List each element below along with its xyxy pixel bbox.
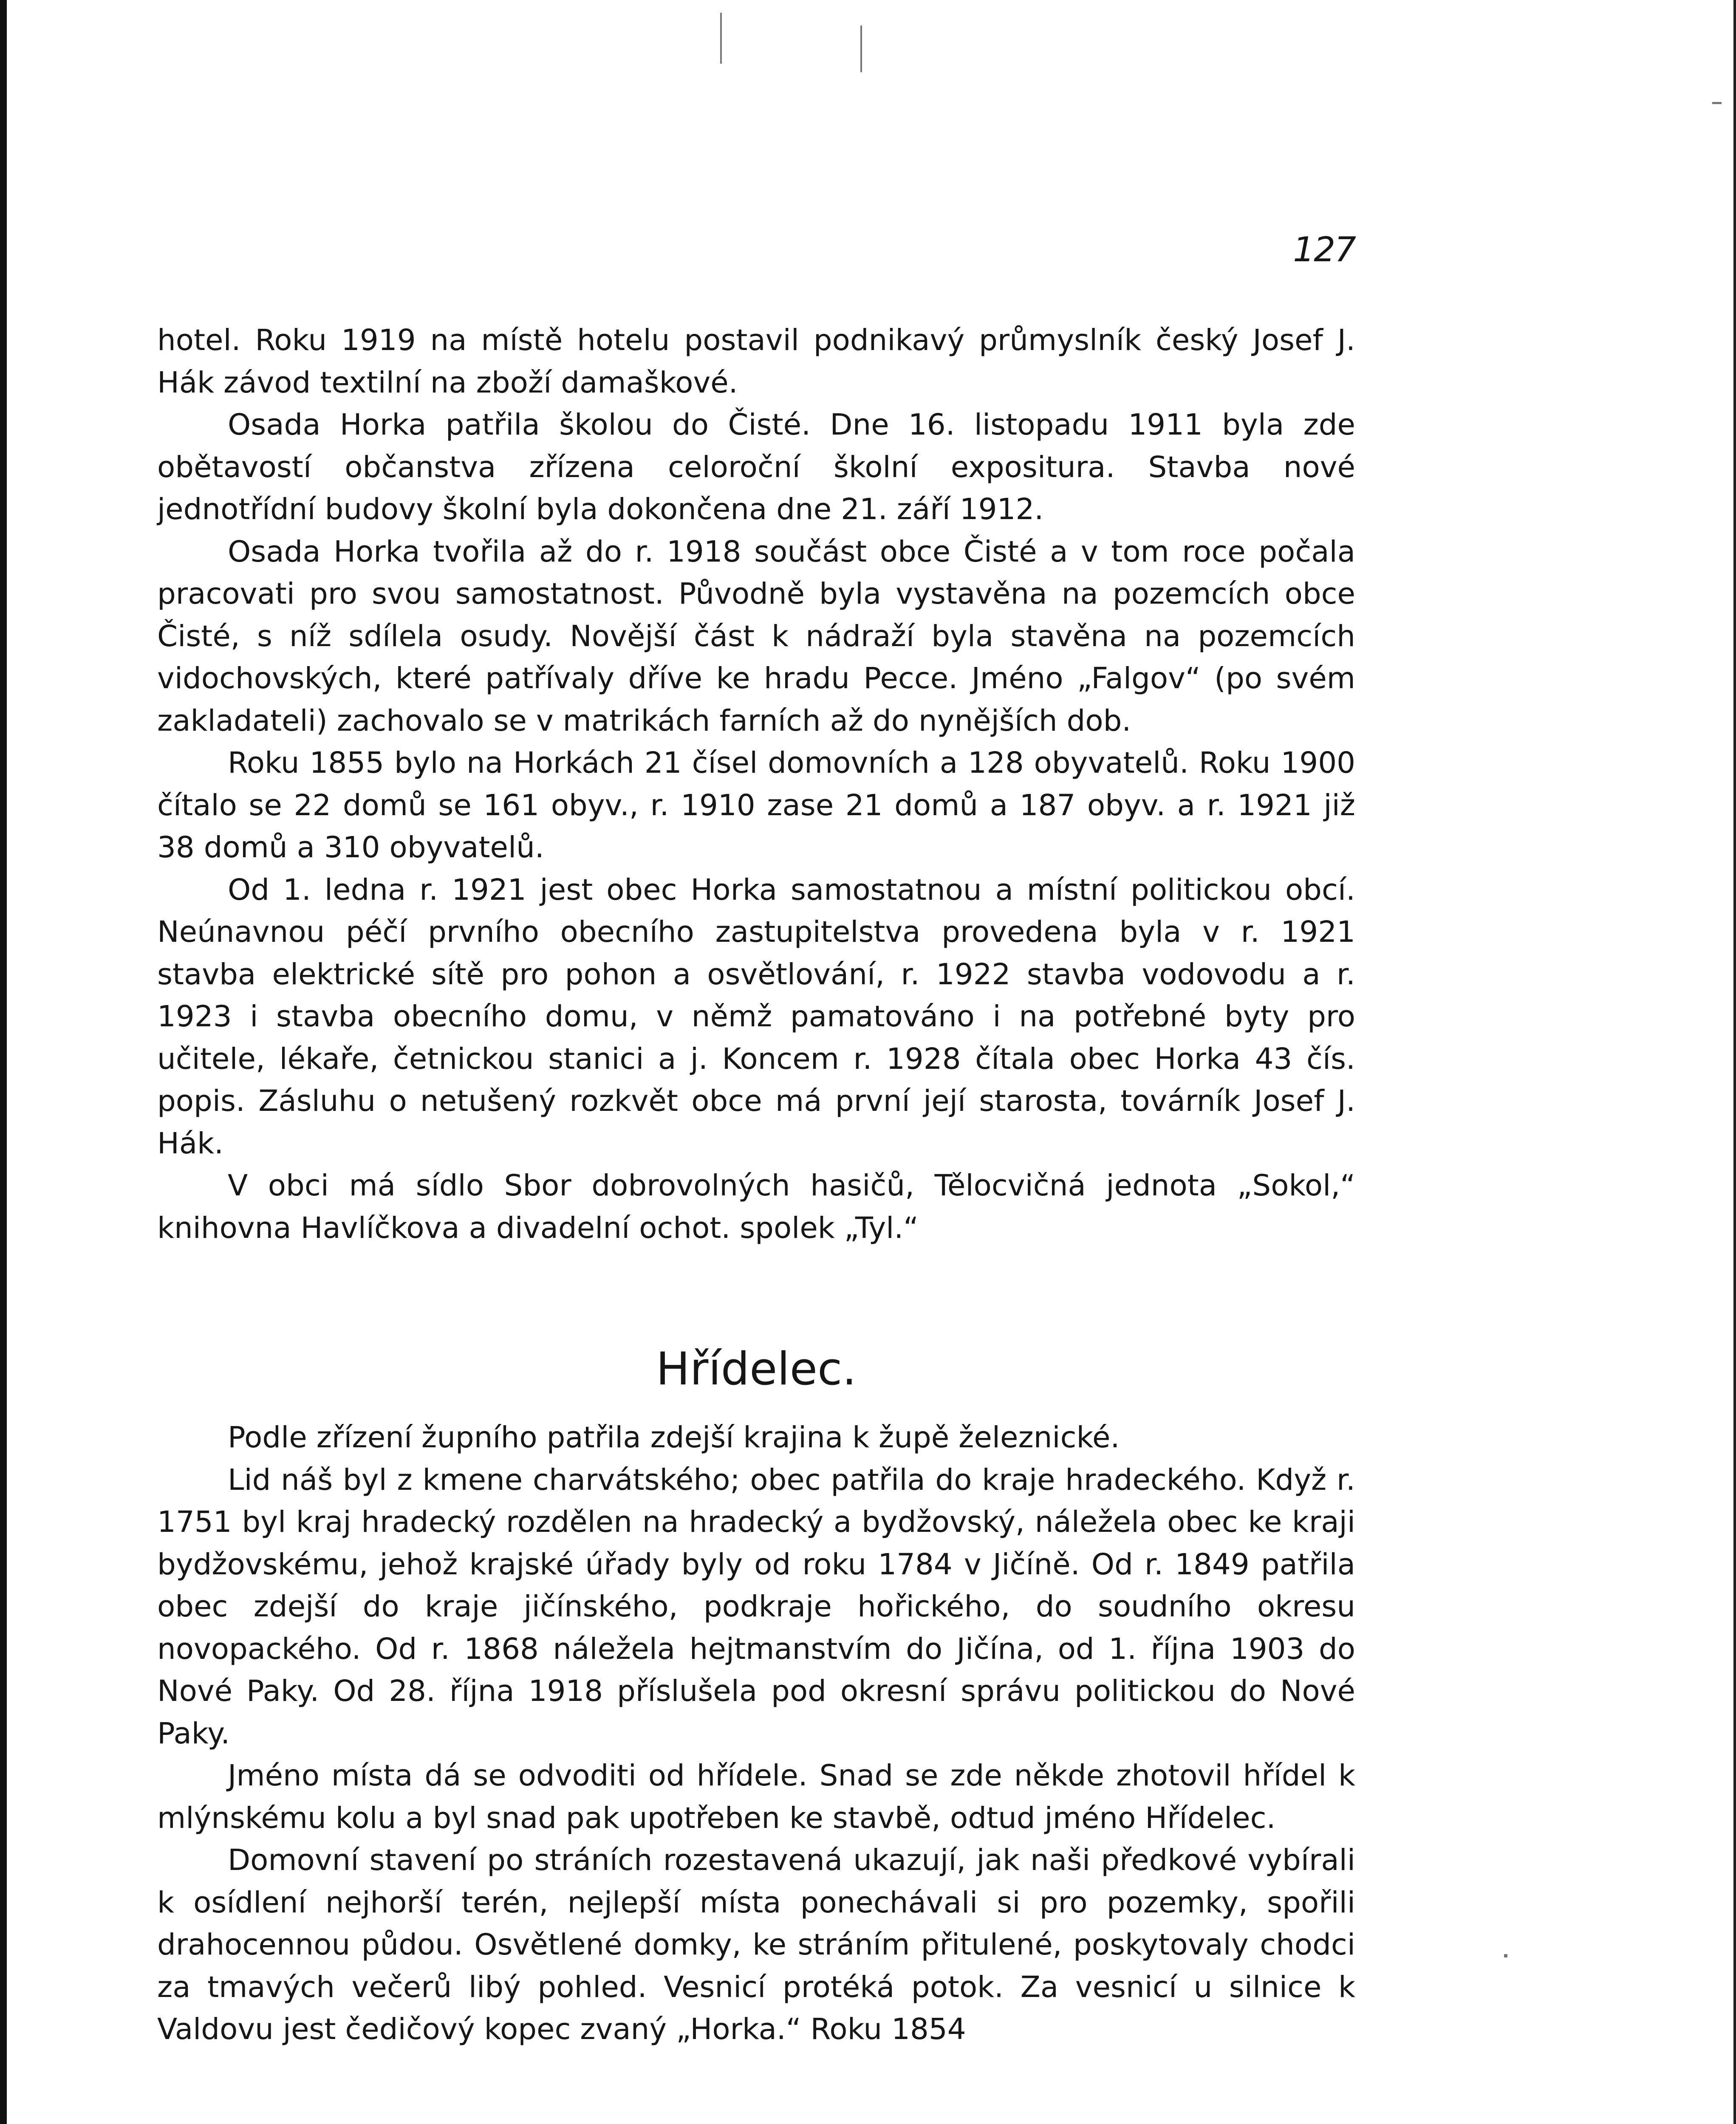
paragraph: Od 1. ledna r. 1921 jest obec Horka samostatnou a místní politickou obcí. Neúnavnou péčí prvního obecního zastupitelstva provedena byla v r. 1921 stavba elektrické sítě pro pohon a osvětlování, r. 1922 stavba vodovodu a r. 1923 i stavba obecního domu, v němž pamatováno i na potřebné byty pro učitele, lékaře, četnickou stanici a j. Koncem r. 1928 čítala obec Horka 43 čís. popis. Zásluhu o netušený rozkvět obce má první její starosta, továrník Josef J. Hák. (157, 873, 1355, 1161)
paragraph: Roku 1855 bylo na Horkách 21 čísel domovních a 128 obyvatelů. Roku 1900 čítalo se 22 domů se 161 obyv., r. 1910 zase 21 domů a 187 obyv. a r. 1921 již 38 domů a 310 obyvatelů. (157, 746, 1355, 864)
scan-border-left (0, 0, 7, 2124)
paragraph: Lid náš byl z kmene charvátského; obec patřila do kraje hradeckého. Když r. 1751 byl kraj hradecký rozdělen na hradecký a bydžovský, náležela obec ke kraji bydžovskému, jehož krajské úřady byly od roku 1784 v Jičíně. Od r. 1849 patřila obec zdejší do kraje jičínského, podkraje hořického, do soudního okresu novopackého. Od r. 1868 náležela hejtmanstvím do Jičína, od 1. října 1903 do Nové Paky. Od 28. října 1918 příslušela pod okresní správu politickou do Nové Paky. (157, 1463, 1355, 1751)
section-hridelec (157, 1417, 1355, 2051)
scan-artifact-mark (1504, 1954, 1507, 1957)
scan-artifact-mark (1712, 102, 1722, 104)
paragraph: Domovní stavení po stráních rozestavená ukazují, jak naši předkové vybírali k osídlení nejhorší terén, nejlepší místa ponechávali si pro pozemky, spořili drahocennou půdou. Osvětlené domky, ke stráním přitulené, poskytovaly chodci za tmavých večerů libý pohled. Vesnicí protéká potok. Za vesnicí u silnice k Valdovu jest čedičový kopec zvaný „Horka.“ Roku 1854 (157, 1843, 1355, 2046)
page-number: 127 (1293, 230, 1355, 269)
paragraph: Jméno místa dá se odvoditi od hřídele. Snad se zde někde zhotovil hřídel k mlýnskému kolu a byl snad pak upotřeben ke stavbě, odtud jméno Hřídelec. (157, 1759, 1355, 1835)
scan-border-right (1733, 0, 1736, 2124)
paragraph: hotel. Roku 1919 na místě hotelu postavil podnikavý průmyslník český Josef J. Hák závod textilní na zboží damaškové. (157, 323, 1355, 400)
scan-artifact-mark (860, 25, 862, 72)
scan-artifact-mark (720, 13, 722, 64)
paragraph: Osada Horka patřila školou do Čisté. Dne 16. listopadu 1911 byla zde obětavostí občanstva zřízena celoroční školní expositura. Stavba nové jednotřídní budovy školní byla dokončena dne 21. září 1912. (157, 408, 1355, 526)
paragraph: V obci má sídlo Sbor dobrovolných hasičů, Tělocvičná jednota „Sokol,“ knihovna Havlíčkova a divadelní ochot. spolek „Tyl.“ (157, 1169, 1355, 1245)
paragraph: Osada Horka tvořila až do r. 1918 součást obce Čisté a v tom roce počala pracovati pro svou samostatnost. Původně byla vystavěna na pozemcích obce Čisté, s níž sdílela osudy. Novější část k nádraží byla stavěna na pozemcích vidochovských, které patřívaly dříve ke hradu Pecce. Jméno „Falgov“ (po svém zakladateli) zachovalo se v matrikách farních až do nynějších dob. (157, 534, 1355, 738)
section-continuation (157, 319, 1355, 1249)
paragraph: Podle zřízení župního patřila zdejší krajina k župě železnické. (228, 1421, 1120, 1455)
section-heading: Hřídelec. (656, 1343, 857, 1395)
